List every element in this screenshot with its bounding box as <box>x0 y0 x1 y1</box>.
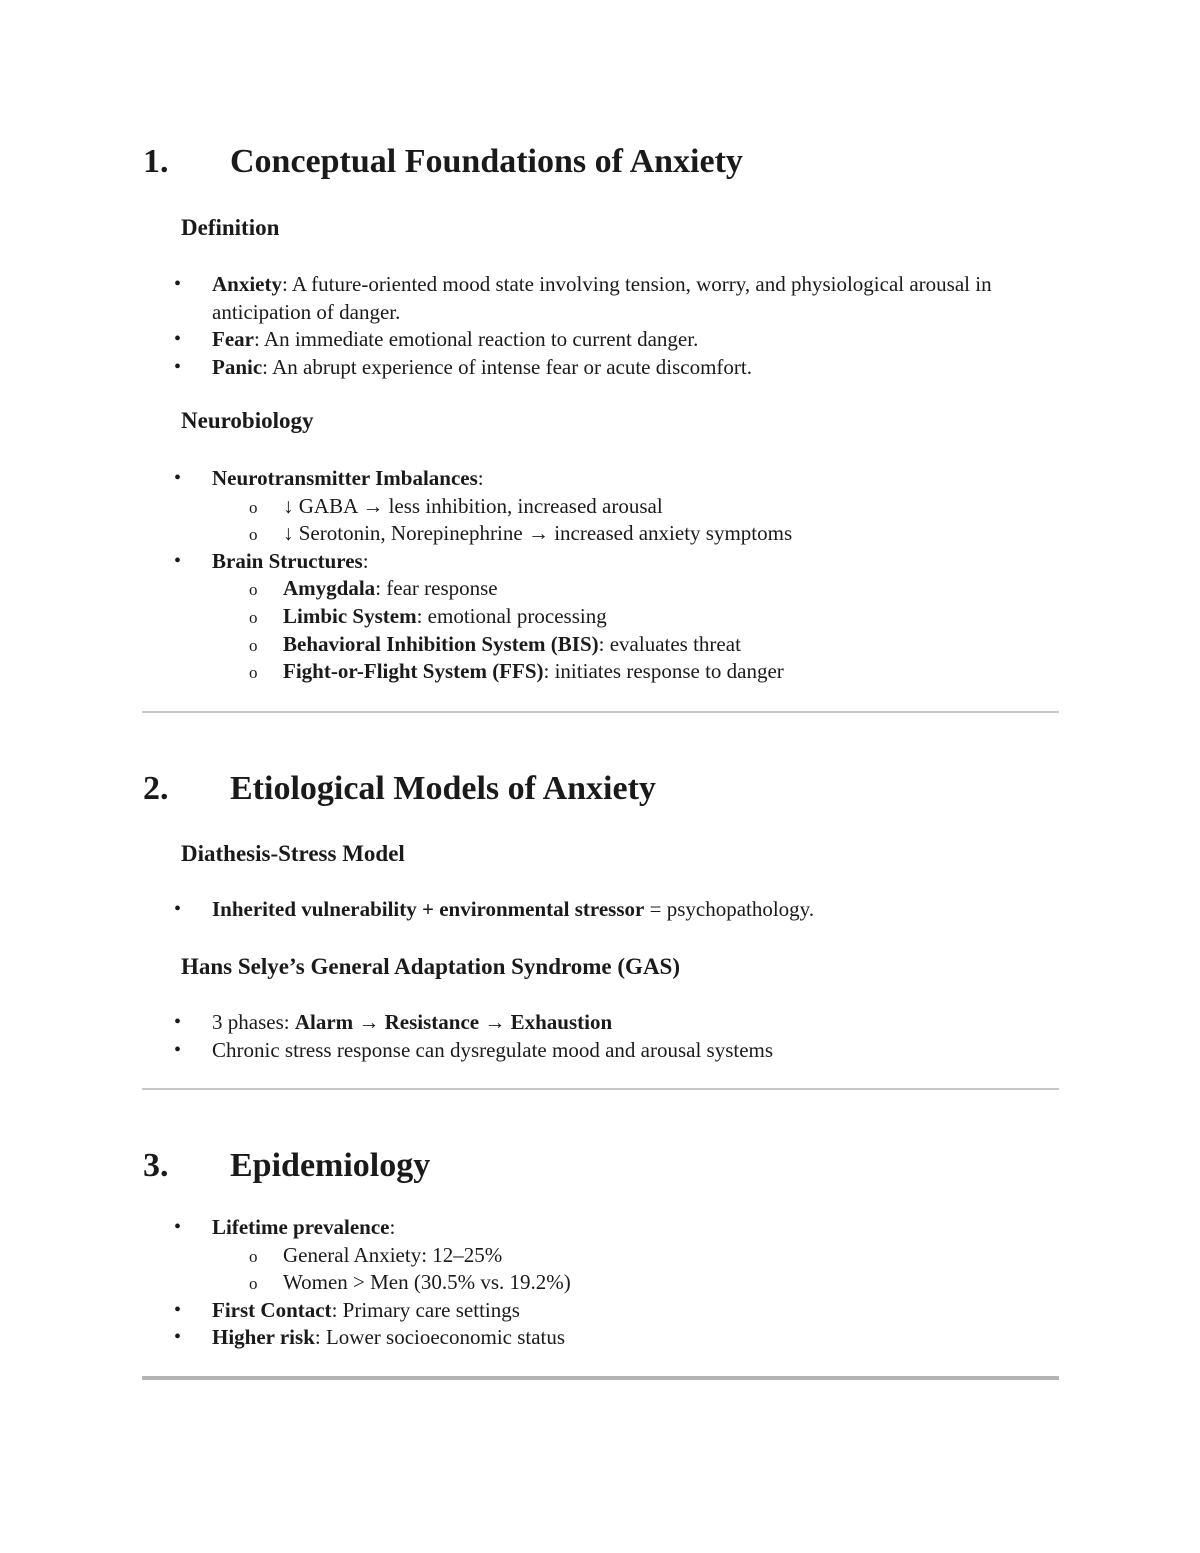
definition-heading: Definition <box>181 215 280 240</box>
list-item: • Anxiety: A future-oriented mood state involving tension, worry, and physiological arousal in anticipation of danger. <box>0 271 1002 326</box>
list-item: • Fear: An immediate emotional reaction to current danger. <box>0 326 1002 354</box>
section-1-title: 1. Conceptual Foundations of Anxiety <box>143 143 743 180</box>
section-divider <box>142 1088 1059 1090</box>
diathesis-stress-list <box>0 896 1002 924</box>
section-divider <box>142 711 1059 713</box>
section-divider <box>142 1376 1059 1380</box>
list-item: • Inherited vulnerability + environmental stressor = psychopathology. <box>0 896 1002 924</box>
sub-list-item: o Limbic System: emotional processing <box>212 603 1002 631</box>
list-item: • Chronic stress response can dysregulate mood and arousal systems <box>0 1037 1002 1065</box>
sub-list-item: o ↓ Serotonin, Norepinephrine → increased anxiety symptoms <box>212 520 1002 548</box>
gas-heading: Hans Selye’s General Adaptation Syndrome (GAS) <box>181 954 681 979</box>
list-item: • Lifetime prevalence: o General Anxiety: 12–25% o Women > Men (30.5% vs. 19.2%) <box>0 1214 1002 1297</box>
sub-list-item: o Women > Men (30.5% vs. 19.2%) <box>212 1269 1002 1297</box>
neurobiology-list <box>0 465 1002 686</box>
sub-list-item: o Behavioral Inhibition System (BIS): evaluates threat <box>212 631 1002 659</box>
section-2-title: 2. Etiological Models of Anxiety <box>143 770 656 807</box>
list-item: • Brain Structures: o Amygdala: fear response o Limbic System: emotional processing o Behavioral Inhibition System (BIS): evaluates threat o Fight-or-Flight System (FFS): initiates response to danger <box>0 548 1002 686</box>
sub-list-item: o Fight-or-Flight System (FFS): initiates response to danger <box>212 658 1002 686</box>
sub-list-item: o General Anxiety: 12–25% <box>212 1242 1002 1270</box>
epidemiology-list <box>0 1214 1002 1352</box>
list-item: • First Contact: Primary care settings <box>0 1297 1002 1325</box>
list-item: • Panic: An abrupt experience of intense fear or acute discomfort. <box>0 354 1002 382</box>
gas-list <box>0 1009 1002 1064</box>
sub-list <box>212 1242 1002 1297</box>
definition-list <box>0 271 1002 381</box>
neurobiology-heading: Neurobiology <box>181 408 314 433</box>
sub-list-item: o Amygdala: fear response <box>212 575 1002 603</box>
sub-list-item: o ↓ GABA → less inhibition, increased arousal <box>212 493 1002 521</box>
list-item: • Neurotransmitter Imbalances: o ↓ GABA → less inhibition, increased arousal o ↓ Serotonin, Norepinephrine → increased anxiety symptoms <box>0 465 1002 548</box>
list-item: • Higher risk: Lower socioeconomic status <box>0 1324 1002 1352</box>
list-item: • 3 phases: Alarm → Resistance → Exhaustion <box>0 1009 1002 1037</box>
sub-list <box>212 575 1002 685</box>
sub-list <box>212 493 1002 548</box>
section-3-title: 3. Epidemiology <box>143 1147 431 1184</box>
diathesis-stress-heading: Diathesis-Stress Model <box>181 841 405 866</box>
